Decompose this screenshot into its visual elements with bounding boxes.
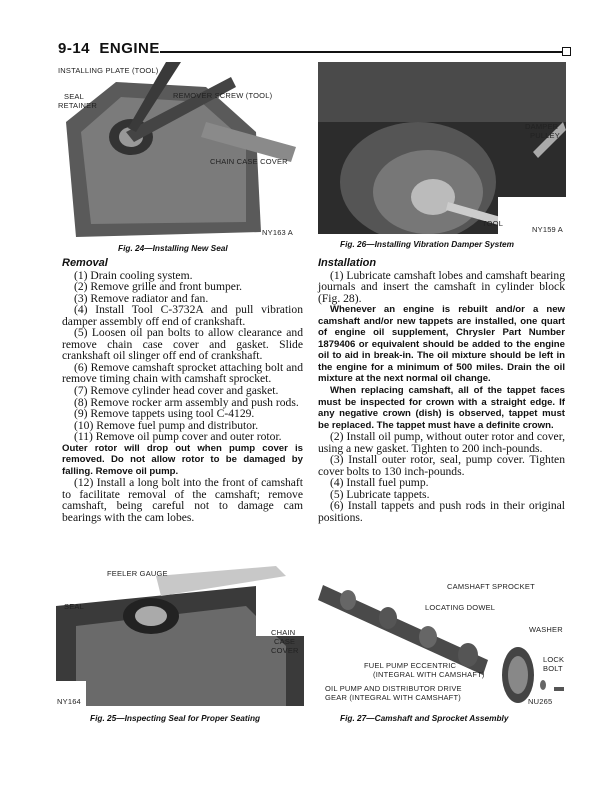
label-lock: LOCK: [543, 655, 565, 664]
installation-step: (6) Install tappets and push rods in their original positions.: [318, 499, 565, 525]
label-tool: TOOL: [482, 219, 504, 228]
removal-step: (2) Remove grille and front bumper.: [74, 280, 243, 294]
label-locating-dowel: LOCATING DOWEL: [425, 603, 496, 612]
label-integral: (INTEGRAL WITH CAMSHAFT): [373, 670, 485, 679]
installation-step: (5) Lubricate tappets.: [330, 487, 430, 501]
header-rule: [160, 51, 562, 53]
label-retainer: RETAINER: [58, 101, 97, 110]
label-feeler-gauge: FEELER GAUGE: [107, 569, 168, 578]
removal-step: (12) Install a long bolt into the front of camshaft to facilitate removal of the camshaft; remove camshaft, being careful not to damage cam bearings with the cam lobes.: [62, 476, 303, 525]
removal-section: [62, 258, 303, 524]
label-camshaft-sprocket: CAMSHAFT SPROCKET: [447, 582, 535, 591]
label-bolt: BOLT: [543, 664, 563, 673]
fig26-photo: [318, 62, 566, 234]
label-pulley: PULLEY: [530, 131, 560, 140]
label-chain-case-cover: CHAIN CASE COVER: [210, 157, 288, 166]
figure-code: NY159 A: [532, 225, 564, 234]
installation-step: (3) Install outer rotor, seal, pump cover. Tighten cover bolts to 130 inch-pounds.: [318, 453, 565, 478]
label-seal: SEAL: [64, 92, 84, 101]
removal-step: (3) Remove radiator and fan.: [74, 291, 209, 305]
figure-code: NY164: [57, 697, 81, 706]
fig26-caption: Fig. 26—Installing Vibration Damper System: [340, 239, 514, 249]
label-case: CASE: [274, 637, 296, 646]
fig25-photo: [56, 566, 304, 706]
label-fuel-pump-eccentric: FUEL PUMP ECCENTRIC: [364, 661, 457, 670]
installation-note: When replacing camshaft, all of the tappet faces must be inspected for crown with a straight edge. If any negative crown (dish) is observed, tappet must be replaced. The tappet must have a definite crown.: [318, 385, 565, 431]
label-damper: DAMPER: [525, 122, 559, 131]
label-oil-pump-gear: OIL PUMP AND DISTRIBUTOR DRIVE: [325, 684, 462, 693]
installation-step: (2) Install oil pump, without outer rotor and cover, using a new gasket. Tighten to 200 inch-pounds.: [318, 430, 565, 455]
page-number: 9-14: [58, 40, 91, 57]
removal-step: (9) Remove tappets using tool C-4129.: [74, 407, 255, 421]
installation-section: [318, 258, 565, 524]
fig24-caption: Fig. 24—Installing New Seal: [118, 243, 228, 253]
removal-step: (4) Install Tool C-3732A and pull vibration damper assembly off end of crankshaft.: [62, 303, 303, 328]
removal-step: (5) Loosen oil pan bolts to allow clearance and remove chain case cover and gasket. Slide crankshaft oil slinger off end of crankshaft.: [62, 326, 303, 363]
removal-step: (10) Remove fuel pump and distributor.: [74, 418, 259, 432]
removal-step: (1) Drain cooling system.: [74, 268, 193, 282]
fig25-caption: Fig. 25—Inspecting Seal for Proper Seating: [90, 713, 261, 723]
removal-step: (8) Remove rocker arm assembly and push rods.: [74, 395, 299, 409]
fig27-caption: Fig. 27—Camshaft and Sprocket Assembly: [340, 713, 509, 723]
figure-code: NY163 A: [262, 228, 294, 237]
label-installing-plate: INSTALLING PLATE (TOOL): [58, 66, 159, 75]
removal-step: (7) Remove cylinder head cover and gasket.: [74, 384, 279, 398]
removal-heading: Removal: [62, 257, 108, 269]
installation-note: Whenever an engine is rebuilt and/or a new camshaft and/or new tappets are installed, one quart of engine oil supplement, Chrysler Part Number 1879406 or equivalent should be added to the engine oil to aid in break-in. The oil mixture should be left in the engine for a minimum of 500 miles. Drain the oil mixture at the next normal oil change.: [318, 304, 565, 385]
page-header: [58, 40, 160, 57]
label-seal: SEAL: [64, 602, 84, 611]
fig24-photo: [56, 62, 304, 240]
removal-caution: Outer rotor will drop out when pump cover is removed. Do not allow rotor to be damaged by falling. Remove oil pump.: [62, 442, 303, 477]
removal-step: (11) Remove oil pump cover and outer rotor.: [74, 430, 282, 444]
figure-code: NU265: [528, 697, 553, 706]
installation-heading: Installation: [318, 257, 377, 269]
label-chain: CHAIN: [271, 628, 296, 637]
header-end-mark: [562, 47, 571, 56]
label-remover-screw: REMOVER SCREW (TOOL): [173, 91, 273, 100]
removal-step: (6) Remove camshaft sprocket attaching bolt and remove timing chain with camshaft sprocket.: [62, 360, 303, 386]
label-cover: COVER: [271, 646, 299, 655]
section-title: ENGINE: [99, 40, 160, 57]
installation-step: (4) Install fuel pump.: [330, 476, 429, 490]
label-washer: WASHER: [529, 625, 563, 634]
installation-step: (1) Lubricate camshaft lobes and camshaft bearing journals and insert the camshaft in cylinder block (Fig. 28).: [318, 268, 565, 305]
label-integral: GEAR (INTEGRAL WITH CAMSHAFT): [325, 693, 461, 702]
